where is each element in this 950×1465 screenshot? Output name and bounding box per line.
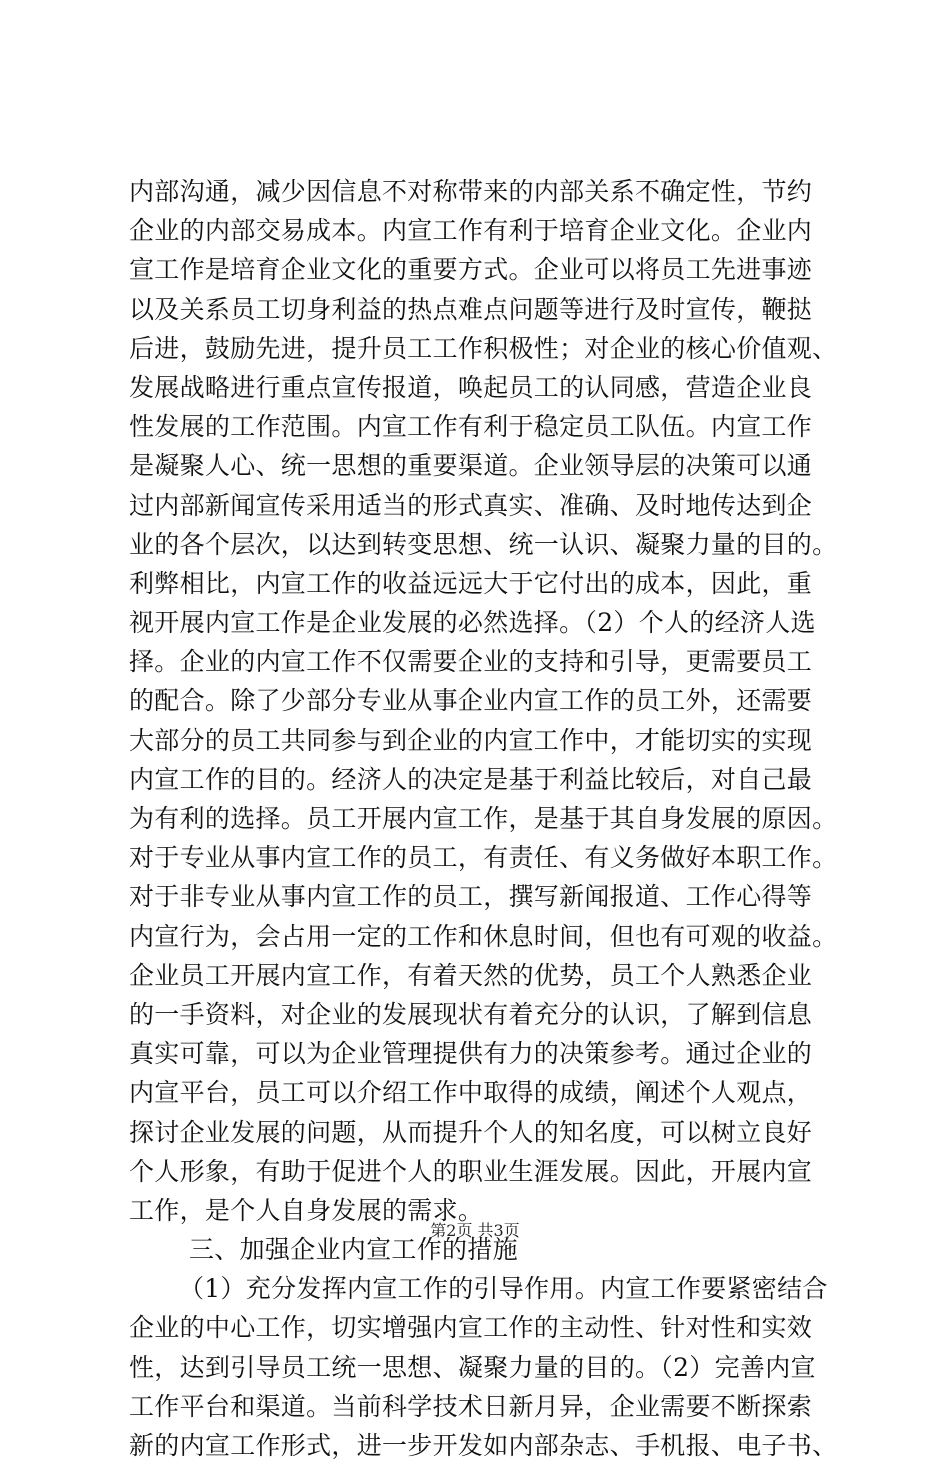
text-line: 对于专业从事内宣工作的员工，有责任、有义务做好本职工作。 [129,843,838,873]
section-heading: 三、加强企业内宣工作的措施 [189,1235,518,1265]
text-line: 企业员工开展内宣工作，有着天然的优势，员工个人熟悉企业 [129,960,813,990]
text-line: 性，达到引导员工统一思想、凝聚力量的目的。（2）完善内宣 [129,1352,816,1382]
text-line: 企业的中心工作，切实增强内宣工作的主动性、针对性和实效 [129,1313,813,1343]
text-line: 内宣行为，会占用一定的工作和休息时间，但也有可观的收益。 [129,921,838,951]
text-line: 探讨企业发展的问题，从而提升个人的知名度，可以树立良好 [129,1117,813,1147]
text-line: 宣工作是培育企业文化的重要方式。企业可以将员工先进事迹 [129,255,813,285]
text-line: 工作平台和渠道。当前科学技术日新月异，企业需要不断探索 [129,1391,813,1421]
document-body [129,172,869,1465]
text-line: 业的各个层次，以达到转变思想、统一认识、凝聚力量的目的。 [129,529,838,559]
text-line: 对于非专业从事内宣工作的员工，撰写新闻报道、工作心得等 [129,882,813,912]
text-line: 性发展的工作范围。内宣工作有利于稳定员工队伍。内宣工作 [129,412,813,442]
text-line: 新的内宣工作形式，进一步开发如内部杂志、手机报、电子书、 [129,1431,838,1460]
text-line: 个人形象，有助于促进个人的职业生涯发展。因此，开展内宣 [129,1156,813,1186]
text-line: 为有利的选择。员工开展内宣工作，是基于其自身发展的原因。 [129,804,838,833]
text-line: 利弊相比，内宣工作的收益远远大于它付出的成本，因此，重 [129,568,813,598]
text-line: 的配合。除了少部分专业从事企业内宣工作的员工外，还需要 [129,686,813,716]
text-line: 过内部新闻宣传采用适当的形式真实、准确、及时地传达到企 [129,490,813,520]
text-line: 视开展内宣工作是企业发展的必然选择。（2）个人的经济人选 [129,608,816,638]
text-line: 内部沟通，减少因信息不对称带来的内部关系不确定性，节约 [129,177,813,206]
text-line: 后进，鼓励先进，提升员工工作积极性；对企业的核心价值观、 [129,333,838,363]
text-line: 内宣平台，员工可以介绍工作中取得的成绩，阐述个人观点， [129,1078,813,1108]
page-footer: 第2页 共3页 [430,1221,520,1240]
text-line: 企业的内部交易成本。内宣工作有利于培育企业文化。企业内 [129,216,813,246]
text-line: 是凝聚人心、统一思想的重要渠道。企业领导层的决策可以通 [129,451,813,481]
text-line: 大部分的员工共同参与到企业的内宣工作中，才能切实的实现 [129,725,813,755]
text-line: 真实可靠，可以为企业管理提供有力的决策参考。通过企业的 [129,1039,813,1069]
text-line: 的一手资料，对企业的发展现状有着充分的认识，了解到信息 [129,999,813,1029]
text-line: 以及关系员工切身利益的热点难点问题等进行及时宣传，鞭挞 [129,294,813,324]
text-line: 发展战略进行重点宣传报道，唤起员工的认同感，营造企业良 [129,372,813,402]
text-line: 内宣工作的目的。经济人的决定是基于利益比较后，对自己最 [129,764,813,794]
text-line: 工作，是个人自身发展的需求。 [129,1195,484,1225]
text-line: （1）充分发挥内宣工作的引导作用。内宣工作要紧密结合 [179,1274,828,1304]
text-line: 择。企业的内宣工作不仅需要企业的支持和引导，更需要员工 [129,647,813,677]
